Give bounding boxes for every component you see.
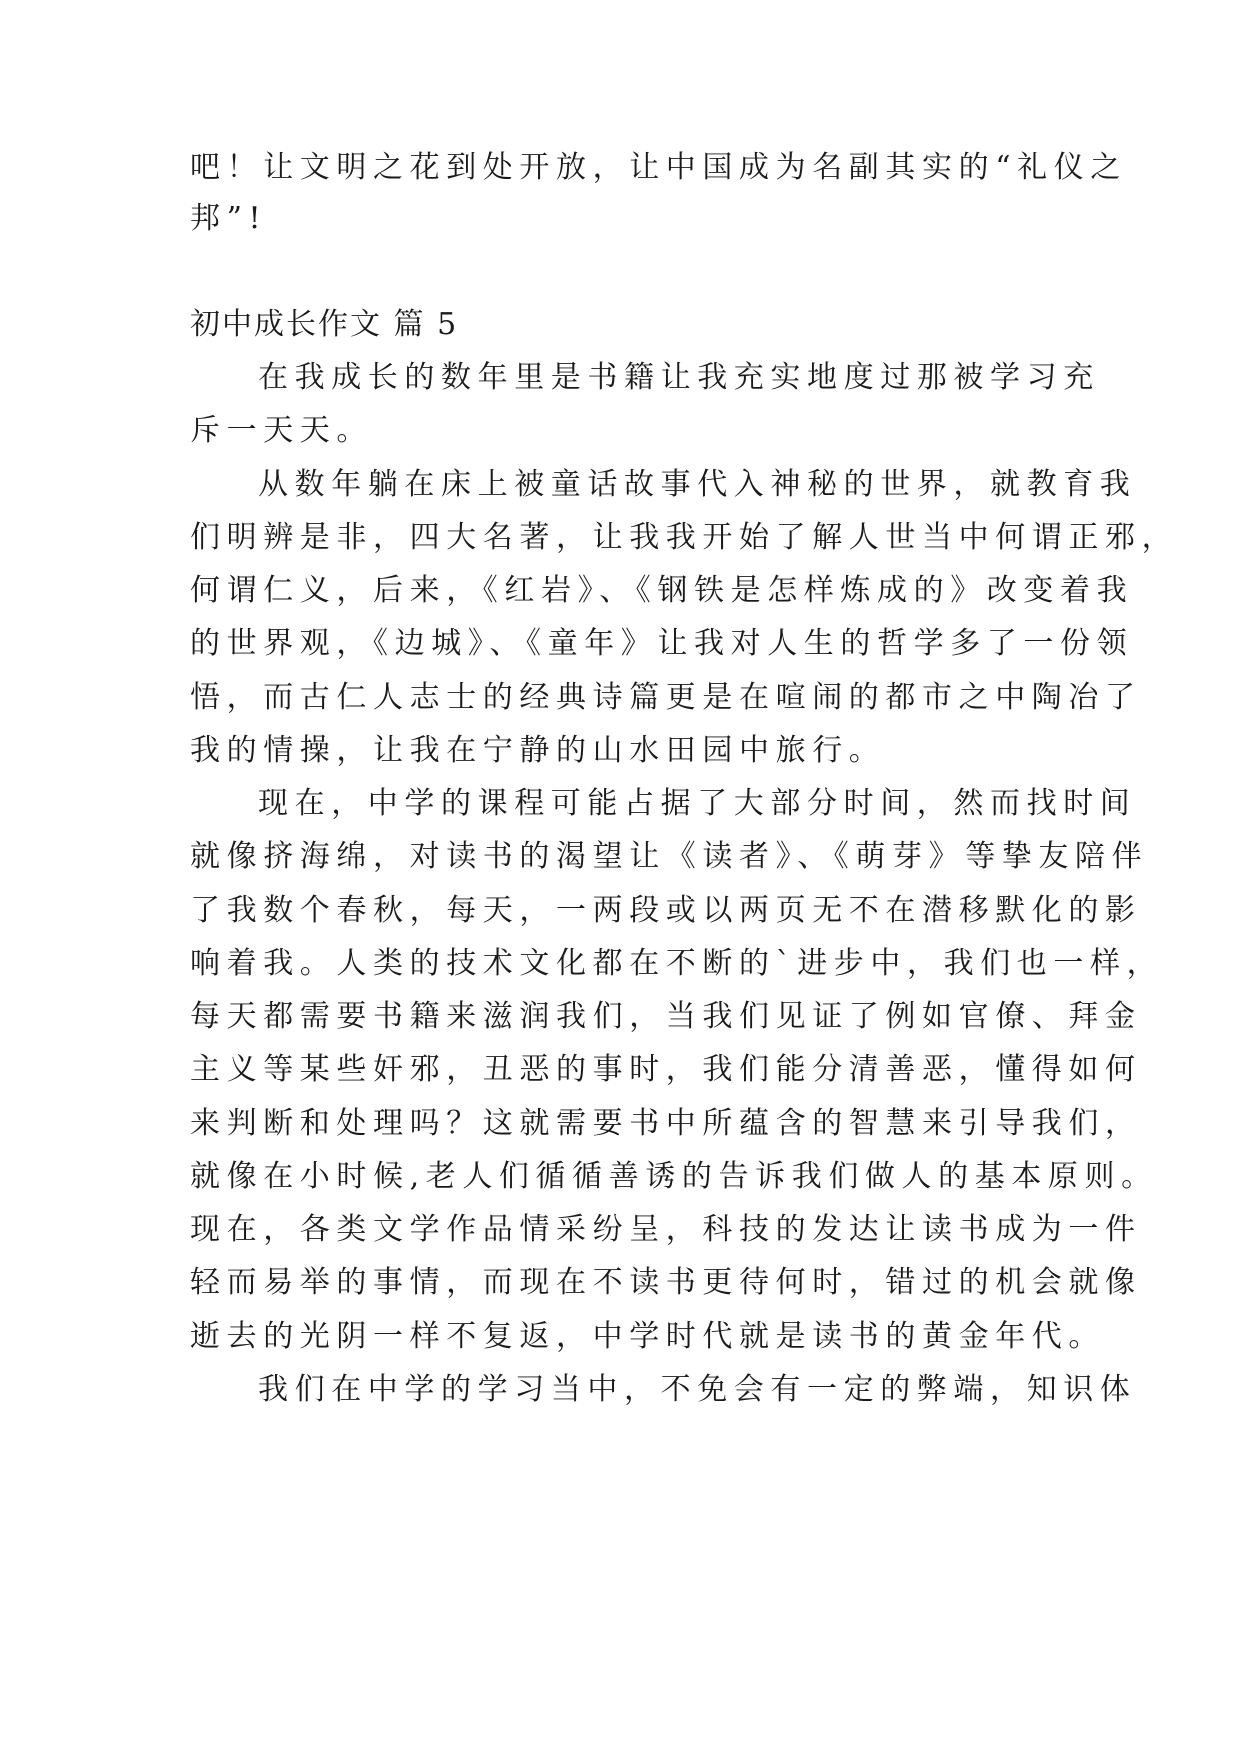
paragraph-line: 何谓仁义，后来，《红岩》、《钢铁是怎样炼成的》改变着我 [190, 573, 1134, 608]
paragraph-line: 我的情操，让我在宁静的山水田园中旅行。 [190, 733, 886, 768]
paragraph-line: 现在，中学的课程可能占据了大部分时间，然而找时间 [258, 786, 1137, 821]
section-heading: 初中成长作文 篇 5 [190, 307, 459, 342]
paragraph-line: 就像挤海绵，对读书的渴望让《读者》、《萌芽》等挚友陪伴 [190, 839, 1149, 874]
paragraph-line: 现在，各类文学作品情采纷呈，科技的发达让读书成为一件 [190, 1212, 1142, 1247]
paragraph-line: 悟，而古仁人志士的经典诗篇更是在喧闹的都市之中陶冶了 [190, 680, 1142, 715]
paragraph-line: 响着我。人类的技术文化都在不断的`进步中，我们也一样， [190, 946, 1164, 981]
paragraph-line: 逝去的光阴一样不复返，中学时代就是读书的黄金年代。 [190, 1319, 1105, 1354]
paragraph-line: 们明辨是非，四大名著，让我我开始了解人世当中何谓正邪， [190, 520, 1179, 555]
paragraph-line: 从数年躺在床上被童话故事代入神秘的世界，就教育我 [258, 467, 1137, 502]
intro-line: 邦”! [190, 201, 268, 236]
paragraph-line: 在我成长的数年里是书籍让我充实地度过那被学习充 [258, 360, 1100, 395]
paragraph-line: 我们在中学的学习当中，不免会有一定的弊端，知识体 [258, 1372, 1137, 1407]
paragraph-line: 了我数个春秋，每天，一两段或以两页无不在潜移默化的影 [190, 893, 1142, 928]
paragraph-line: 的世界观，《边城》、《童年》让我对人生的哲学多了一份领 [190, 626, 1134, 661]
paragraph-line: 主义等某些奸邪，丑恶的事时，我们能分清善恶，懂得如何 [190, 1052, 1142, 1087]
paragraph-line: 来判断和处理吗？这就需要书中所蕴含的智慧来引导我们， [190, 1106, 1142, 1141]
paragraph-line: 每天都需要书籍来滋润我们，当我们见证了例如官僚、拜金 [190, 999, 1142, 1034]
intro-line: 吧！让文明之花到处开放，让中国成为名副其实的“礼仪之 [190, 150, 1127, 185]
paragraph-line: 轻而易举的事情，而现在不读书更待何时，错过的机会就像 [190, 1265, 1142, 1300]
paragraph-line: 就像在小时候,老人们循循善诱的告诉我们做人的基本原则。 [190, 1159, 1158, 1194]
paragraph-line: 斥一天天。 [190, 413, 373, 448]
